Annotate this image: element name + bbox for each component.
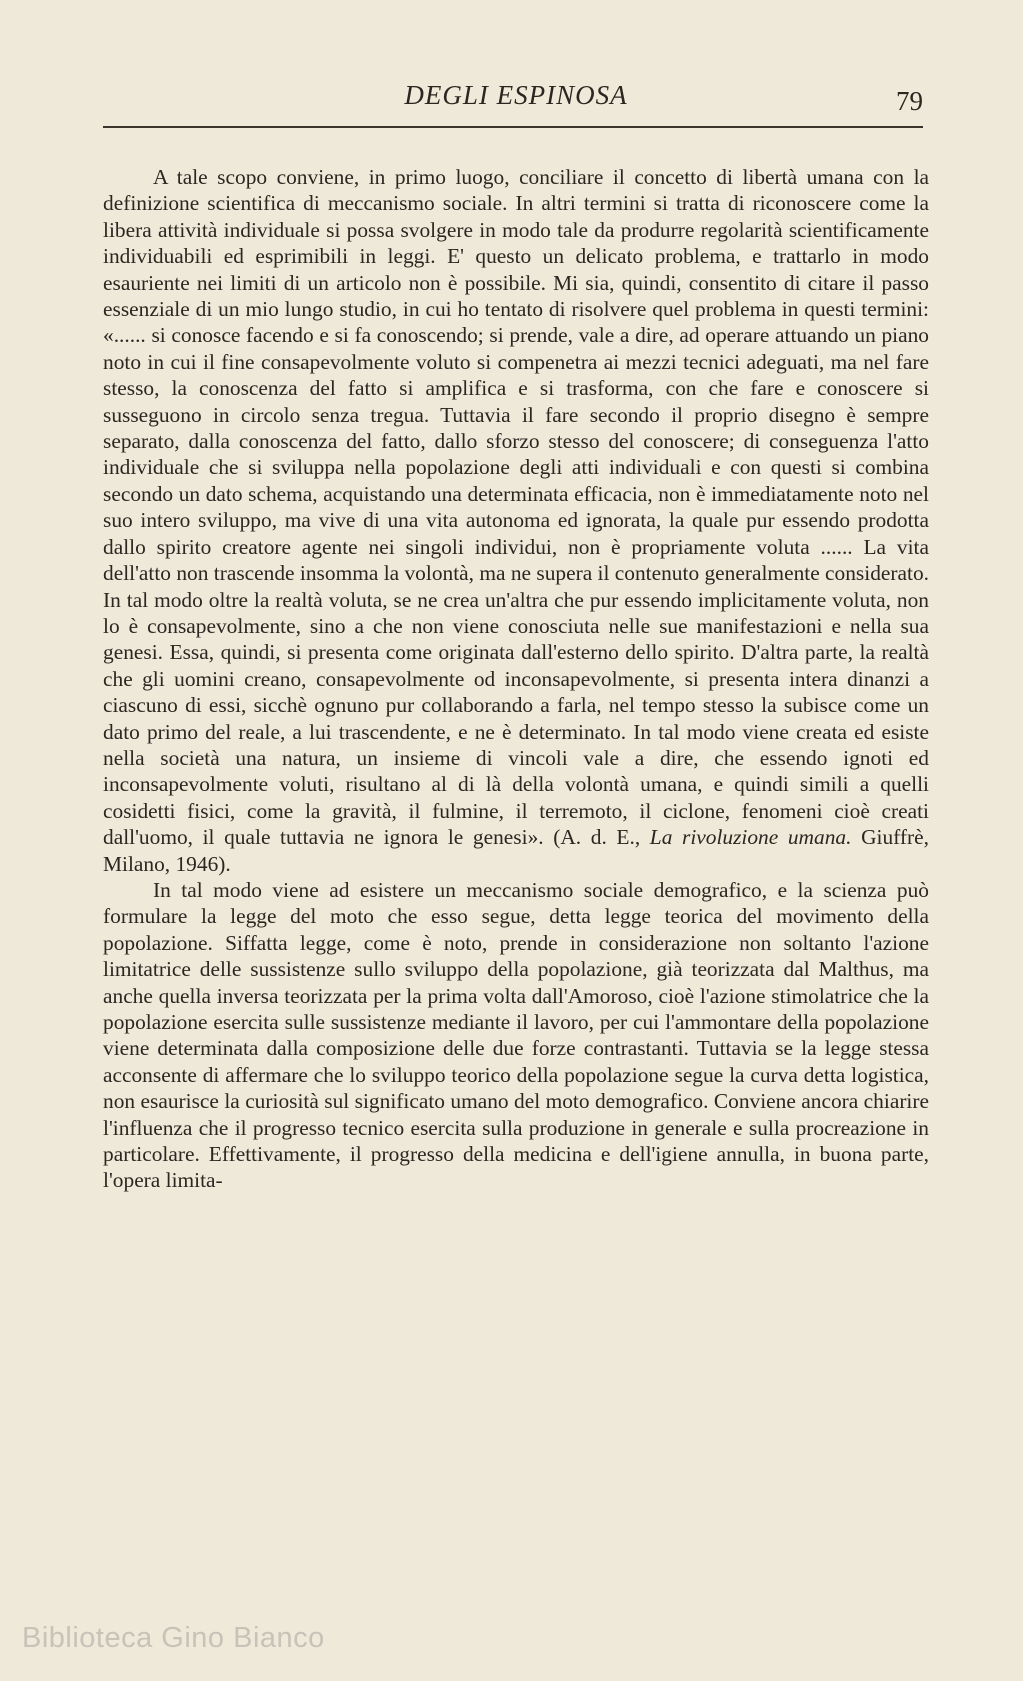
- citation-publisher: Giuffrè, Milano, 1946).: [103, 825, 929, 876]
- paragraph-2: In tal modo viene ad esistere un meccanismo sociale demografico, e la scienza può formulare la legge del moto che esso segue, detta legge teorica del movimento della popolazione. Siffatta legge, come è noto, prende in considerazione non soltanto l'azione limitatrice delle sussistenze sullo sviluppo della popolazione, già teorizzata dal Malthus, ma anche quella inversa teorizzata per la prima volta dall'Amoroso, cioè l'azione stimolatrice che la popolazione esercita sulle sussistenze mediante il lavoro, per cui l'ammontare della popolazione viene determinata dalla composizione delle due forze contrastanti. Tuttavia se la legge stessa acconsente di affermare che lo sviluppo teorico della popolazione segue la curva detta logistica, non esaurisce la curiosità sul significato umano del moto demografico. Conviene ancora chiarire l'influenza che il progresso tecnico esercita sulla produzione in generale e sulla procreazione in particolare. Effettivamente, il progresso della medicina e dell'igiene annulla, in buona parte, l'opera limita-: [103, 877, 929, 1193]
- body-text: [103, 164, 929, 1194]
- running-title: DEGLI ESPINOSA: [404, 80, 628, 110]
- paragraph-1-text: A tale scopo conviene, in primo luogo, conciliare il concetto di libertà umana con la definizione scientifica di meccanismo sociale. In altri termini si tratta di riconoscere come la libera attività individuale si possa svolgere in modo tale da produrre regolarità scientificamente individuabili ed esprimibili in leggi. E' questo un delicato problema, e trattarlo in modo esauriente nei limiti di un articolo non è possibile. Mi sia, quindi, consentito di citare il passo essenziale di un mio lungo studio, in cui ho tentato di risolvere quel problema in questi termini: «...... si conosce facendo e si fa conoscendo; si prende, vale a dire, ad operare attuando un piano noto in cui il fine consapevolmente voluto si compenetra ai mezzi tecnici adeguati, ma nel fare stesso, la conoscenza del fatto si amplifica e si trasforma, con che fare e conoscere si susseguono in circolo senza tregua. Tuttavia il fare secondo il proprio disegno è sempre separato, dalla conoscenza del fatto, dallo sforzo stesso del conoscere; di conseguenza l'atto individuale che si sviluppa nella popolazione degli atti individuali e con questi si combina secondo un dato schema, acquistando una determinata efficacia, non è immediatamente noto nel suo intero sviluppo, ma vive di una vita autonoma ed ignorata, la quale pur essendo prodotta dallo spirito creatore agente nei singoli individui, non è propriamente voluta ...... La vita dell'atto non trascende insomma la volontà, ma ne supera il contenuto generalmente considerato. In tal modo oltre la realtà voluta, se ne crea un'altra che pur essendo implicitamente voluta, non lo è consapevolmente, sino a che non viene conosciuta nelle sue manifestazioni e nella sua genesi. Essa, quindi, si presenta come originata dall'esterno dello spirito. D'altra parte, la realtà che gli uomini creano, consapevolmente od inconsapevolmente, si presenta intera dinanzi a ciascuno di essi, sicchè ognuno pur collaborando a farla, nel tempo stesso la subisce come un dato primo del reale, a lui trascendente, e ne è determinato. In tal modo viene creata ed esiste nella società una natura, un insieme di vincoli vale a dire, che essendo ignoti ed inconsapevolmente voluti, risultano al di là della volontà umana, e quindi simili a quelli cosidetti fisici, come la gravità, il fulmine, il terremoto, il ciclone, fenomeni cioè creati dall'uomo, il quale tuttavia ne ignora le genesi». (A. d. E.,: [103, 165, 929, 850]
- paragraph-1: [103, 164, 929, 877]
- header-rule: [103, 126, 923, 128]
- running-head: [103, 74, 929, 118]
- library-watermark: Biblioteca Gino Bianco: [22, 1622, 325, 1654]
- cited-work-title: La rivoluzione umana.: [649, 825, 852, 850]
- page-number: 79: [896, 86, 923, 116]
